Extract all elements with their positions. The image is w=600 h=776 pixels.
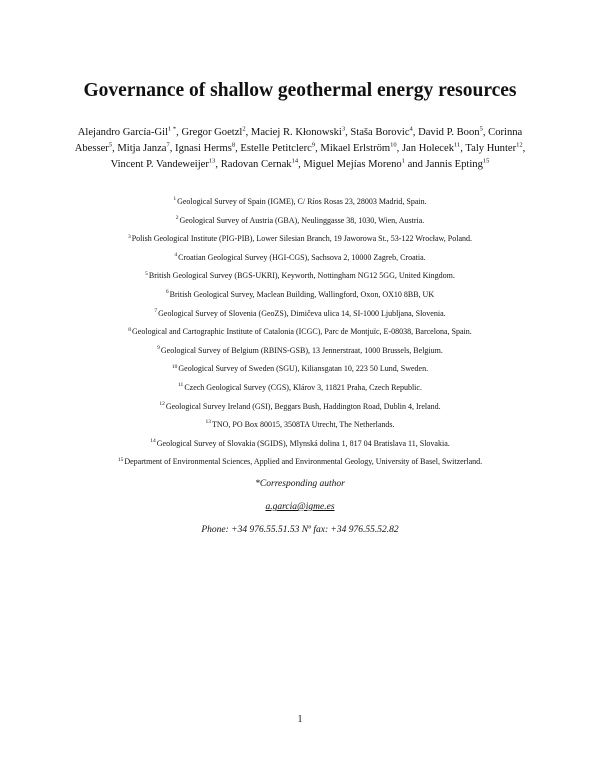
affiliation-number: 4: [174, 252, 178, 259]
paper-title: Governance of shallow geothermal energy resources: [83, 80, 517, 101]
affiliation-number: 3: [127, 233, 131, 240]
affiliation-text: Croatian Geological Survey (HGI-CGS), Sachsova 2, 10000 Zagreb, Croatia.: [178, 252, 426, 262]
author-affiliation-marker: 14: [291, 157, 299, 165]
author-name: Taly Hunter: [465, 143, 517, 154]
author-affiliation-marker: 2: [242, 125, 246, 133]
affiliation-text: Geological Survey of Slovakia (SGIDS), Mlynská dolina 1, 817 04 Bratislava 11, Slovakia.: [156, 438, 450, 448]
author-list: [70, 125, 530, 173]
affiliation-text: Geological Survey of Sweden (SGU), Kiliansgatan 10, 223 50 Lund, Sweden.: [178, 364, 429, 374]
affiliation-item: [60, 342, 540, 361]
affiliation-item: [60, 323, 540, 342]
author-affiliation-marker: 3: [341, 125, 346, 133]
affiliation-item: [60, 193, 540, 212]
author-affiliation-marker: 9: [311, 141, 316, 149]
affiliation-number: 15: [117, 456, 124, 463]
author-name: Radovan Cernak: [220, 159, 292, 170]
author-separator: ,: [245, 127, 251, 138]
affiliation-item: [60, 398, 540, 417]
author-separator: ,: [345, 127, 351, 138]
author-name: Jannis Epting: [425, 159, 483, 170]
author-affiliation-marker: 10: [390, 141, 397, 149]
author-name: Ignasi Herms: [175, 143, 232, 154]
author-separator: ,: [298, 159, 304, 170]
author-separator: ,: [169, 143, 176, 154]
author-affiliation-marker: 4: [409, 125, 413, 133]
affiliation-number: 14: [150, 438, 156, 445]
affiliation-text: British Geological Survey (BGS-UKRI), Keyworth, Nottingham NG12 5GG, United Kingdom.: [148, 271, 455, 281]
affiliation-item: [60, 435, 540, 454]
author-affiliation-marker: 11: [454, 141, 461, 149]
affiliation-item: [60, 286, 540, 305]
affiliation-item: [60, 416, 540, 435]
author-name: Jan Holecek: [401, 143, 455, 154]
affiliation-text: Geological Survey of Spain (IGME), C/ Ríos Rosas 23, 28003 Madrid, Spain.: [177, 197, 427, 206]
affiliation-text: British Geological Survey, Maclean Building, Wallingford, Oxon, OX10 8BB, UK: [169, 289, 435, 299]
affiliation-item: [60, 360, 540, 379]
affiliation-text: Geological Survey Ireland (GSI), Beggars Bush, Haddington Road, Dublin 4, Ireland.: [165, 401, 441, 411]
affiliation-item: [60, 305, 540, 324]
affiliation-number: 7: [154, 307, 158, 314]
author-separator: ,: [315, 143, 321, 154]
affiliation-text: Geological Survey of Slovenia (GeoZS), Dimičeva ulica 14, SI-1000 Ljubljana, Slovenia.: [158, 308, 446, 318]
author-separator: ,: [112, 143, 118, 154]
author-affiliation-marker: 7: [166, 141, 170, 149]
author-separator: ,: [235, 143, 241, 154]
author-name: Corinna Abesser: [74, 127, 523, 154]
author-separator: ,: [522, 143, 526, 154]
affiliation-list: [60, 193, 540, 472]
author-separator: and: [404, 159, 426, 170]
author-affiliation-marker: 15: [482, 157, 490, 165]
affiliation-number: 12: [159, 400, 165, 407]
affiliation-item: [60, 453, 540, 472]
author-name: Staša Borovic: [350, 127, 410, 138]
affiliation-item: [60, 212, 540, 231]
affiliation-number: 9: [157, 345, 160, 352]
author-name: Mikael Erlström: [320, 143, 391, 154]
affiliation-number: 6: [165, 289, 169, 296]
author-name: Vincent P. Vandeweijer: [110, 159, 209, 170]
author-separator: ,: [176, 127, 182, 138]
author-name: David P. Boon: [418, 127, 480, 138]
page-number: 1: [297, 714, 303, 725]
affiliation-number: 8: [128, 326, 132, 333]
author-separator: ,: [482, 127, 489, 138]
author-separator: ,: [215, 159, 221, 170]
author-separator: ,: [412, 127, 419, 138]
corresponding-author-label: *Corresponding author: [255, 479, 345, 489]
affiliation-number: 2: [175, 214, 179, 221]
corresponding-email: [0, 502, 600, 512]
affiliation-text: Department of Environmental Sciences, Applied and Environmental Geology, University of Basel, Switzerland.: [124, 457, 483, 467]
affiliation-text: Polish Geological Institute (PIG-PIB), Lower Silesian Branch, 19 Jaworowa St., 53-122 Wrocław, Poland.: [131, 234, 473, 244]
affiliation-item: [60, 379, 540, 398]
email-link[interactable]: a.garcia@igme.es: [265, 502, 335, 512]
author-separator: ,: [460, 143, 466, 154]
author-affiliation-marker: 13: [208, 157, 216, 165]
affiliation-number: 13: [205, 419, 211, 426]
author-name: Estelle Petitclerc: [240, 143, 312, 154]
author-affiliation-marker: 1: [401, 157, 405, 165]
author-name: Miguel Mejías Moreno: [303, 159, 402, 170]
affiliation-item: [60, 267, 540, 286]
affiliation-text: Geological Survey of Austria (GBA), Neulinggasse 38, 1030, Wien, Austria.: [179, 215, 425, 225]
affiliation-number: 11: [178, 382, 184, 389]
author-affiliation-marker: 5: [108, 141, 113, 149]
contact-phone-fax: Phone: +34 976.55.51.53 Nº fax: +34 976.55.52.82: [201, 525, 399, 535]
author-name: Gregor Goetzl: [181, 127, 243, 138]
author-affiliation-marker: 8: [231, 141, 236, 149]
affiliation-text: Geological Survey of Belgium (RBINS-GSB), 13 Jennerstraat, 1000 Brussels, Belgium.: [160, 345, 443, 355]
affiliation-item: [60, 230, 540, 249]
author-affiliation-marker: 12: [516, 141, 523, 149]
author-affiliation-marker: 1 *: [168, 125, 177, 133]
affiliation-number: 5: [145, 270, 148, 277]
affiliation-number: 1: [173, 196, 177, 203]
affiliation-item: [60, 249, 540, 268]
author-affiliation-marker: 5: [479, 125, 483, 133]
affiliation-number: 10: [171, 363, 178, 370]
author-name: Maciej R. Kłonowski: [250, 127, 342, 138]
affiliation-text: TNO, PO Box 80015, 3508TA Utrecht, The Netherlands.: [211, 420, 395, 430]
affiliation-text: Czech Geological Survey (CGS), Klárov 3, 11821 Praha, Czech Republic.: [184, 382, 422, 392]
affiliation-text: Geological and Cartographic Institute of Catalonia (ICGC), Parc de Montjuïc, E-08038, Barcelona, Spain.: [132, 327, 472, 337]
author-separator: ,: [396, 143, 402, 154]
author-name: Mitja Janza: [117, 143, 167, 154]
author-name: Alejandro García-Gil: [77, 127, 169, 138]
